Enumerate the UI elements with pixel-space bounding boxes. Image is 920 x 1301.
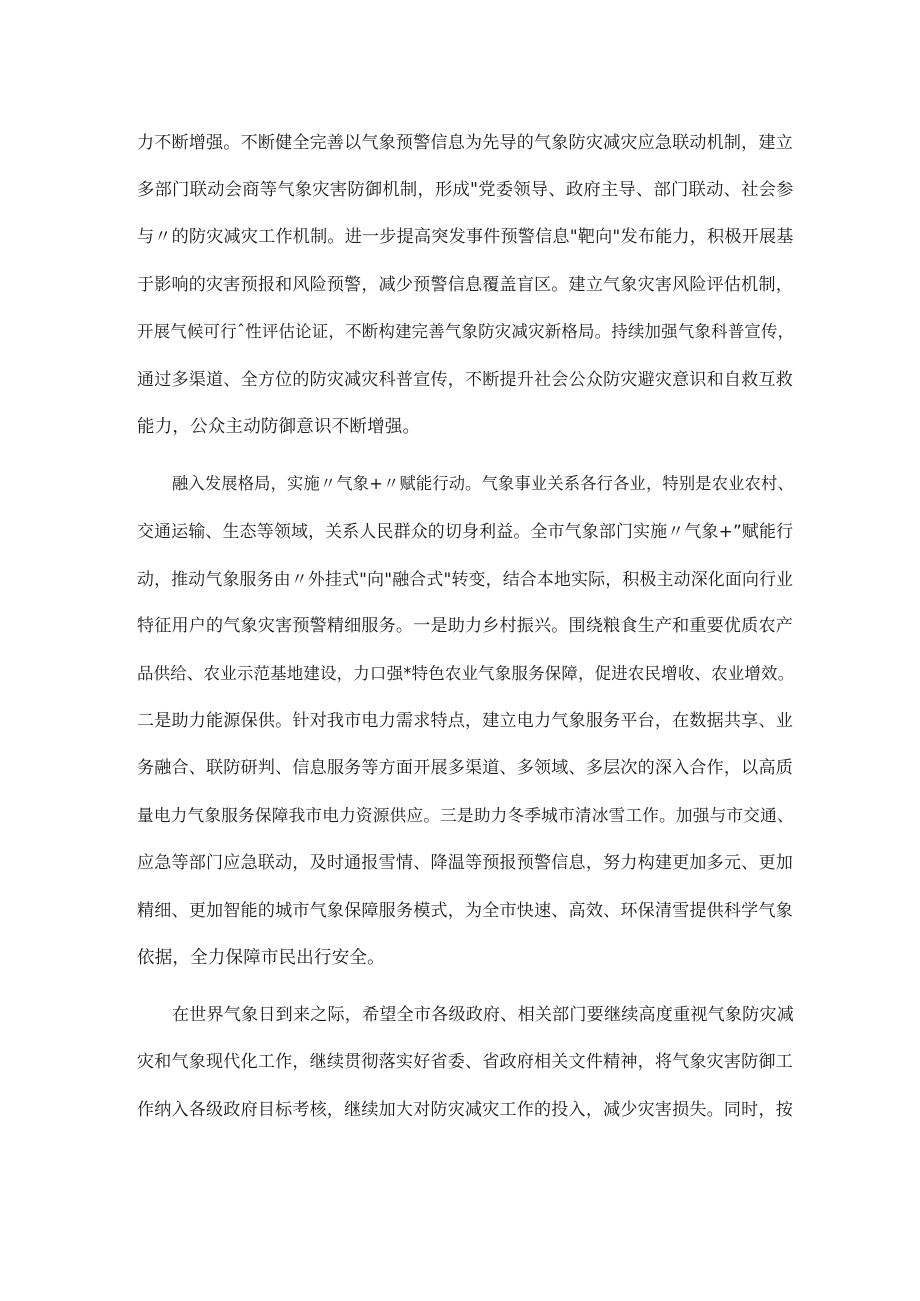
text-line: 动，推动气象服务由〃外挂式"向"融合式"转变，结合本地实际，积极主动深化面向行业 bbox=[137, 569, 794, 589]
text-line: 交通运输、生态等领域，关系人民群众的切身利益。全市气象部门实施〃气象+”赋能行 bbox=[137, 521, 794, 541]
text-line: 开展气候可行ˆ性评估论证，不断构建完善气象防灾减灾新格局。持续加强气象科普宣传， bbox=[137, 322, 795, 341]
text-line: 在世界气象日到来之际，希望全市各级政府、相关部门要继续高度重视气象防灾减 bbox=[172, 1005, 795, 1025]
text-line: 依据，全力保障市民出行安全。 bbox=[137, 948, 385, 968]
text-line: 务融合、联防研判、信息服务等方面开展多渠道、多领域、多层次的深入合作，以高质 bbox=[137, 758, 793, 778]
text-line: 品供给、农业示范基地建设，力口强*特色农业气象服务保障，促进农民增收、农业增效。 bbox=[137, 664, 795, 683]
text-line: 融入发展格局，实施〃气象+〃赋能行动。气象事业关系各行各业，特别是农业农村、 bbox=[172, 474, 794, 493]
text-line: 二是助力能源保供。针对我市电力需求特点，建立电力气象服务平台，在数据共享、业 bbox=[137, 711, 793, 731]
text-line: 力不断增强。不断健全完善以气象预警信息为先导的气象防灾减灾应急联动机制，建立 bbox=[137, 133, 793, 153]
text-line: 通过多渠道、全方位的防灾减灾科普宣传，不断提升社会公众防灾避灾意识和自救互救 bbox=[137, 370, 793, 390]
text-line: 量电力气象服务保障我市电力资源供应。三是助力冬季城市清冰雪工作。加强与市交通、 bbox=[137, 806, 794, 825]
text-line: 精细、更加智能的城市气象保障服务模式，为全市快速、高效、环保清雪提供科学气象 bbox=[137, 901, 793, 921]
text-line: 作纳入各级政府目标考核，继续加大对防灾减灾工作的投入，减少灾害损失。同时，按 bbox=[137, 1100, 793, 1120]
text-line: 多部门联动会商等气象灾害防御机制，形成"党委领导、政府主导、部门联动、社会参 bbox=[137, 180, 794, 200]
text-line: 能力，公众主动防御意识不断增强。 bbox=[137, 417, 421, 437]
text-line: 灾和气象现代化工作，继续贯彻落实好省委、省政府相关文件精神，将气象灾害防御工 bbox=[137, 1052, 793, 1072]
text-line: 与〃的防灾减灾工作机制。进一步提高突发事件预警信息"靶向"发布能力，积极开展基 bbox=[137, 227, 794, 247]
text-line: 特征用户的气象灾害预警精细服务。一是助力乡村振兴。围绕粮食生产和重要优质农产 bbox=[137, 616, 793, 636]
text-line: 于影响的灾害预报和风险预警，减少预警信息覆盖盲区。建立气象灾害风险评估机制， bbox=[137, 275, 793, 295]
text-line: 应急等部门应急联动，及时通报雪情、降温等预报预警信息，努力构建更加多元、更加 bbox=[137, 853, 793, 873]
